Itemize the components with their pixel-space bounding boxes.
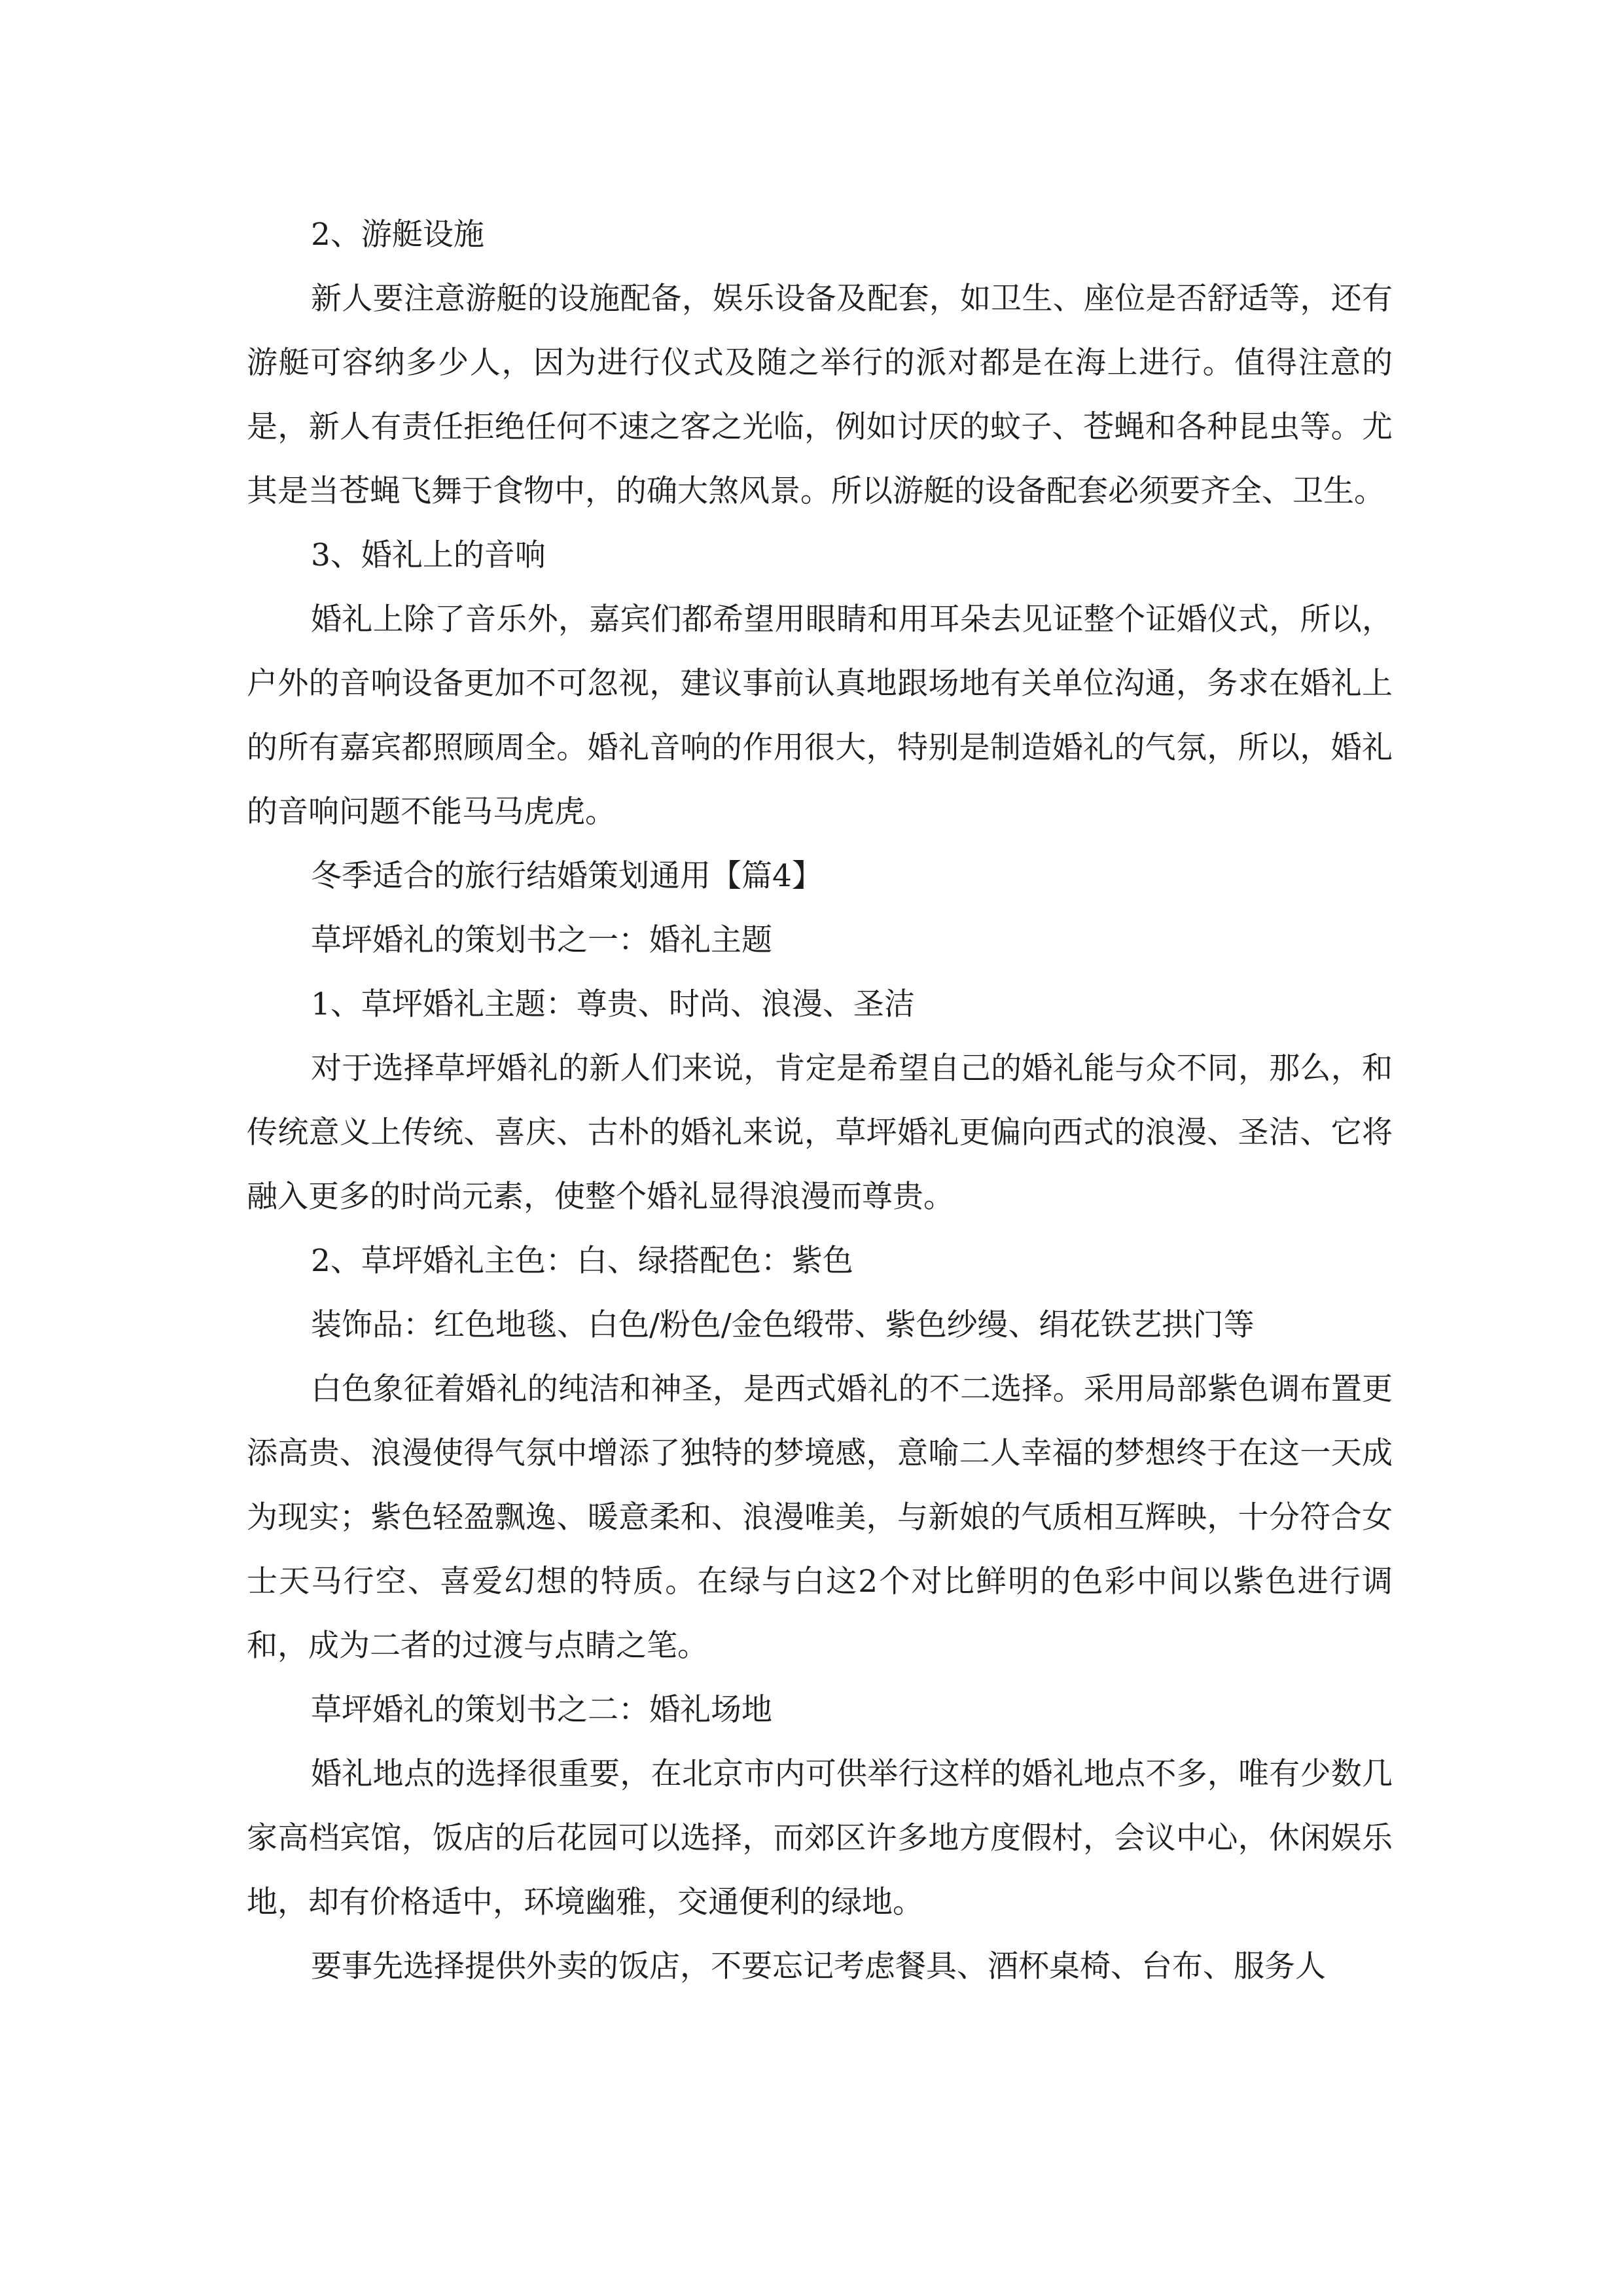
subheading-wedding-venue: 草坪婚礼的策划书之二：婚礼场地 [311, 1692, 772, 1728]
section-heading-lawn-theme: 1、草坪婚礼主题：尊贵、时尚、浪漫、圣洁 [311, 986, 915, 1022]
section-heading-yacht-facilities: 2、游艇设施 [311, 217, 484, 253]
chapter-title-part-4: 冬季适合的旅行结婚策划通用【篇4】 [311, 858, 823, 894]
paragraph-yacht-facilities: 新人要注意游艇的设施配备，娱乐设备及配套，如卫生、座位是否舒适等，还有游艇可容纳多少人，因为进行仪式及随之举行的派对都是在海上进行。值得注意的是，新人有责任拒绝任何不速之客之光临，例如讨厌的蚊子、苍蝇和各种昆虫等。尤其是当苍蝇飞舞于食物中，的确大煞风景。所以游艇的设备配套必须要齐全、卫生。 [247, 281, 1393, 509]
decorations-line: 装饰品：红色地毯、白色/粉色/金色缎带、紫色纱缦、绢花铁艺拱门等 [311, 1307, 1255, 1343]
paragraph-catering: 要事先选择提供外卖的饭店，不要忘记考虑餐具、酒杯桌椅、台布、服务人 [311, 1948, 1326, 1984]
section-heading-wedding-audio: 3、婚礼上的音响 [311, 537, 546, 573]
document-body [247, 203, 1393, 1999]
paragraph-venue-selection: 婚礼地点的选择很重要，在北京市内可供举行这样的婚礼地点不多，唯有少数几家高档宾馆，饭店的后花园可以选择，而郊区许多地方度假村，会议中心，休闲娱乐地，却有价格适中，环境幽雅，交通便利的绿地。 [247, 1756, 1393, 1920]
section-heading-lawn-colors: 2、草坪婚礼主色：白、绿搭配色：紫色 [311, 1243, 853, 1279]
paragraph-wedding-audio: 婚礼上除了音乐外，嘉宾们都希望用眼睛和用耳朵去见证整个证婚仪式，所以，户外的音响设备更加不可忽视，建议事前认真地跟场地有关单位沟通，务求在婚礼上的所有嘉宾都照顾周全。婚礼音响的作用很大，特别是制造婚礼的气氛，所以，婚礼的音响问题不能马马虎虎。 [247, 601, 1393, 830]
paragraph-lawn-theme: 对于选择草坪婚礼的新人们来说，肯定是希望自己的婚礼能与众不同，那么，和传统意义上传统、喜庆、古朴的婚礼来说，草坪婚礼更偏向西式的浪漫、圣洁、它将融入更多的时尚元素，使整个婚礼显得浪漫而尊贵。 [247, 1050, 1393, 1215]
paragraph-color-meaning: 白色象征着婚礼的纯洁和神圣，是西式婚礼的不二选择。采用局部紫色调布置更添高贵、浪漫使得气氛中增添了独特的梦境感，意喻二人幸福的梦想终于在这一天成为现实；紫色轻盈飘逸、暖意柔和、浪漫唯美，与新娘的气质相互辉映，十分符合女士天马行空、喜爱幻想的特质。在绿与白这2个对比鲜明的色彩中间以紫色进行调和，成为二者的过渡与点睛之笔。 [247, 1371, 1393, 1664]
subheading-wedding-theme: 草坪婚礼的策划书之一：婚礼主题 [311, 922, 772, 958]
